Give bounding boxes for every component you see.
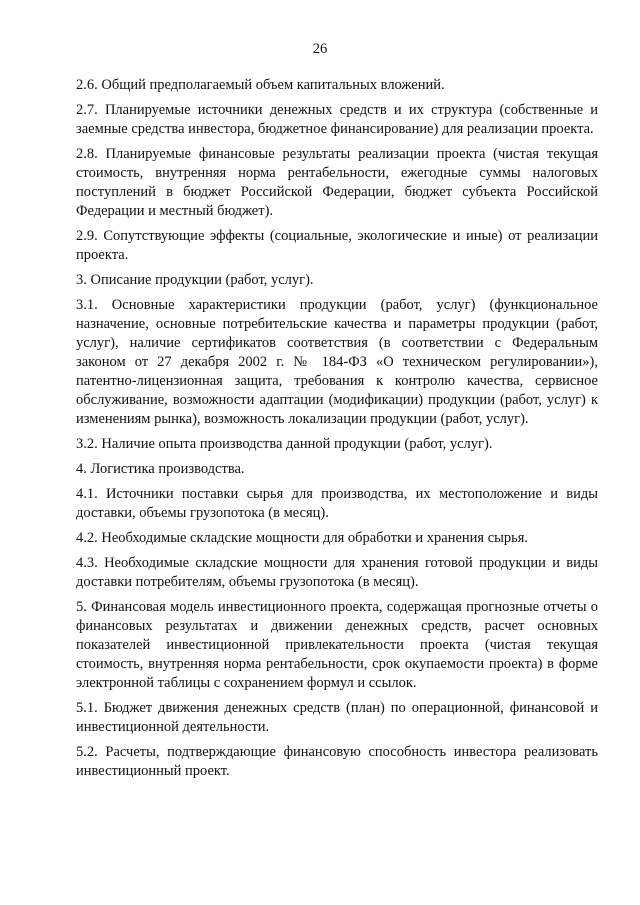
page-number: 26 [312,41,328,57]
document-body [76,76,598,787]
paragraph-4-1: 4.1. Источники поставки сырья для производства, их местоположение и виды доставки, объемы грузопотока (в месяц). [76,486,598,521]
paragraph-4-3: 4.3. Необходимые складские мощности для хранения готовой продукции и виды доставки потребителям, объемы грузопотока (в месяц). [76,555,598,590]
paragraph-2-9: 2.9. Сопутствующие эффекты (социальные, экологические и иные) от реализации проекта. [76,228,598,263]
paragraph-5-1: 5.1. Бюджет движения денежных средств (план) по операционной, финансовой и инвестиционной деятельности. [76,700,598,735]
paragraph-5-2: 5.2. Расчеты, подтверждающие финансовую способность инвестора реализовать инвестиционный проект. [76,744,598,779]
paragraph-2-7: 2.7. Планируемые источники денежных средств и их структура (собственные и заемные средства инвестора, бюджетное финансирование) для реализации проекта. [76,102,598,137]
paragraph-2-8: 2.8. Планируемые финансовые результаты реализации проекта (чистая текущая стоимость, внутренняя норма рентабельности, ежегодные суммы налоговых поступлений в бюджет Российской Федерации, бюджет субъекта Российской Федерации и местный бюджет). [76,146,598,219]
paragraph-3-2: 3.2. Наличие опыта производства данной продукции (работ, услуг). [76,436,493,452]
paragraph-4: 4. Логистика производства. [76,461,245,477]
paragraph-3-1: 3.1. Основные характеристики продукции (работ, услуг) (функциональное назначение, основные потребительские качества и параметры продукции (работ, услуг), наличие сертификатов соответствия (в соответствии с Федеральным законом от 27 декабря 2002 г. № 184-ФЗ «О техническом регулировании»), патентно-лицензионная защита, требования к контролю качества, сервисное обслуживание, возможности адаптации (модификации) продукции (работ, услуг) к изменениям рынка), возможность локализации продукции (работ, услуг). [76,297,598,427]
paragraph-2-6: 2.6. Общий предполагаемый объем капитальных вложений. [76,77,445,93]
paragraph-4-2: 4.2. Необходимые складские мощности для обработки и хранения сырья. [76,530,529,546]
paragraph-5: 5. Финансовая модель инвестиционного проекта, содержащая прогнозные отчеты о финансовых результатах и движении денежных средств, расчет основных показателей инвестиционной привлекательности проекта (чистая текущая стоимость, внутренняя норма рентабельности, срок окупаемости проекта) в форме электронной таблицы с сохранением формул и ссылок. [76,599,598,691]
paragraph-3: 3. Описание продукции (работ, услуг). [76,272,314,288]
